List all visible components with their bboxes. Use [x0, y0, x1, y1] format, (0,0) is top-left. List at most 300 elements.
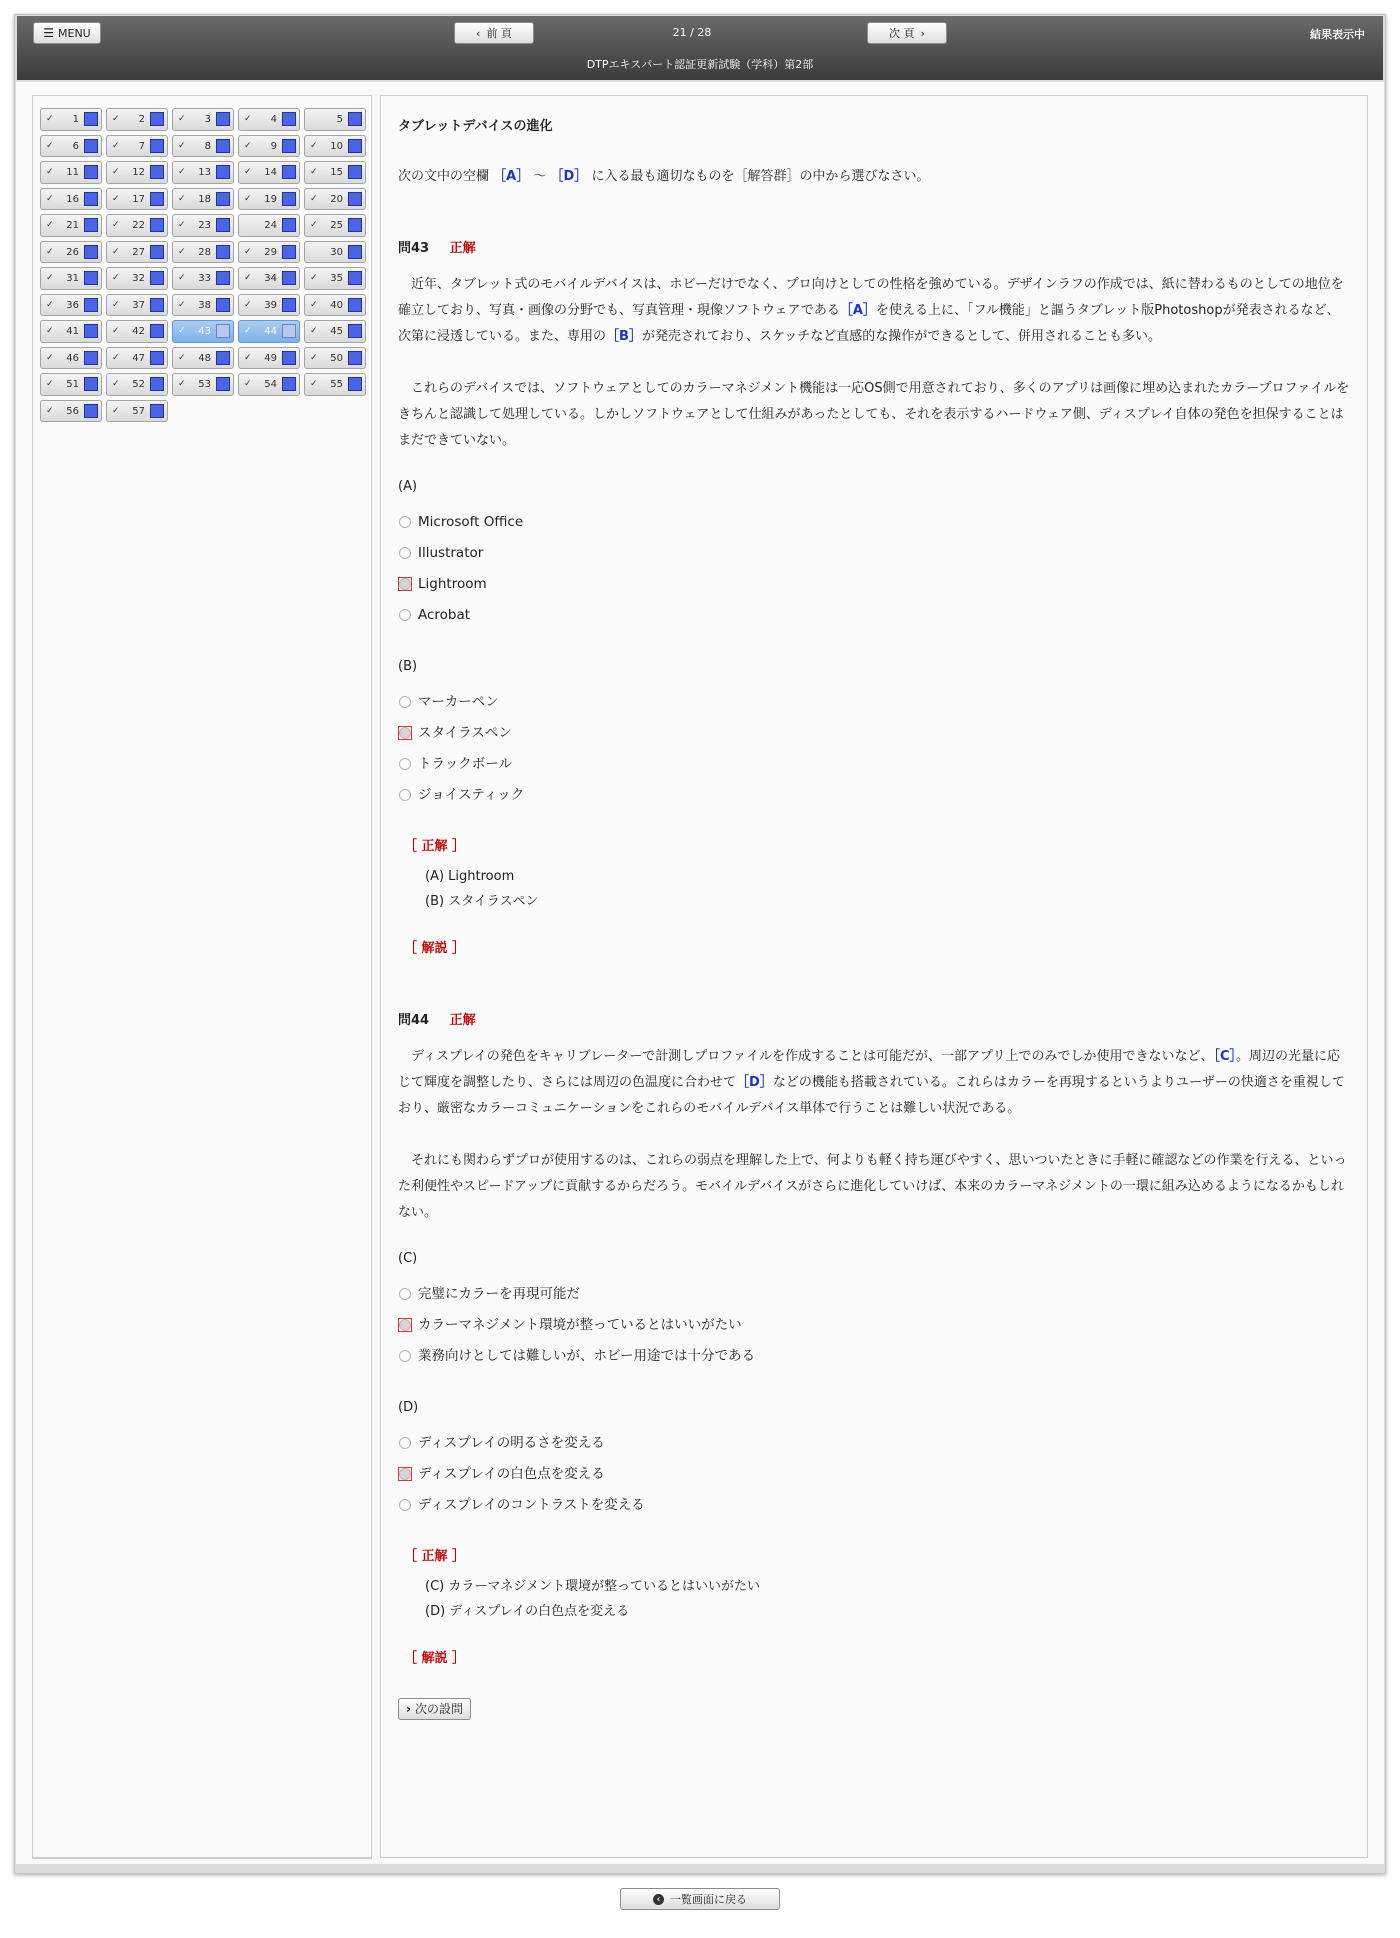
chevron-right-icon: ›: [920, 26, 925, 40]
question-nav-button[interactable]: [106, 188, 168, 211]
q44-p1-t1: ディスプレイの発色をキャリブレーターで計測しプロファイルを作成することは可能だが、一部アプリ上でのみでしか使用できないなど、: [411, 1049, 1214, 1064]
q44-blank-c: ［C］: [1213, 1049, 1237, 1064]
q43-blank-a: ［A］: [839, 303, 876, 318]
answer-option-label: Acrobat: [418, 606, 471, 623]
question-nav-number: 3: [204, 114, 211, 125]
check-icon: ✓: [112, 273, 120, 283]
question-content: [380, 95, 1368, 1857]
instruction-pre: 次の文中の空欄: [398, 169, 490, 184]
radio-button[interactable]: [399, 578, 411, 590]
flag-square-icon: [348, 377, 362, 391]
menu-button[interactable]: [33, 22, 101, 44]
flag-square-icon: [84, 192, 98, 206]
check-icon: ✓: [310, 167, 318, 177]
flag-square-icon: [216, 165, 230, 179]
question-nav-button[interactable]: [238, 135, 300, 158]
check-icon: ✓: [244, 299, 252, 310]
question-nav-number: 54: [264, 379, 277, 390]
radio-button[interactable]: [399, 727, 411, 739]
question-nav-button[interactable]: [172, 241, 234, 264]
question-nav-button[interactable]: [106, 347, 168, 370]
answer-option-label: トラックボール: [418, 755, 512, 772]
question-nav-number: 35: [330, 273, 343, 284]
option-group-a: [398, 506, 1351, 630]
radio-selected-icon[interactable]: [398, 577, 412, 591]
question-nav-button[interactable]: [106, 294, 168, 317]
check-icon: ✓: [244, 193, 252, 204]
question-nav-button[interactable]: [238, 267, 300, 290]
radio-icon[interactable]: [398, 1436, 412, 1450]
answer-option[interactable]: [398, 568, 1351, 599]
question-nav-number: 14: [264, 167, 277, 178]
question-nav-number: 38: [198, 299, 211, 311]
question-nav-button[interactable]: [40, 400, 102, 423]
check-icon: ✓: [178, 140, 186, 151]
radio-button[interactable]: [399, 516, 411, 528]
flag-square-icon: [150, 351, 164, 365]
question-nav-number: 53: [198, 379, 211, 390]
question-nav-button[interactable]: [238, 320, 300, 343]
q44-answer-d: (D) ディスプレイの白色点を変える: [425, 1604, 630, 1619]
question-43-result: 正解: [449, 241, 476, 256]
option-group-a-label: (A): [398, 479, 418, 494]
check-icon: ✓: [46, 167, 54, 177]
check-icon: ✓: [244, 167, 252, 177]
question-nav-number: 5: [336, 114, 343, 125]
check-icon: ✓: [112, 246, 120, 257]
radio-button[interactable]: [399, 758, 411, 770]
check-icon: ✓: [112, 167, 120, 177]
answer-option-label: ディスプレイの白色点を変える: [418, 1465, 605, 1482]
answer-option[interactable]: [398, 599, 1351, 630]
question-nav-button[interactable]: [106, 214, 168, 237]
flag-square-icon: [282, 139, 296, 153]
flag-square-icon: [84, 165, 98, 179]
answer-option-label: ディスプレイの明るさを変える: [418, 1434, 605, 1451]
check-icon: ✓: [46, 379, 54, 389]
check-icon: ✓: [46, 220, 54, 230]
flag-square-icon: [84, 245, 98, 259]
flag-square-icon: [84, 324, 98, 338]
circle-arrow-icon: ‹: [653, 1894, 664, 1905]
question-nav-number: 25: [330, 220, 343, 231]
answer-option-label: カラーマネジメント環境が整っているとはいいがたい: [418, 1316, 742, 1333]
question-nav-number: 7: [138, 140, 145, 152]
next-question-button[interactable]: [398, 1698, 471, 1720]
radio-button[interactable]: [399, 547, 411, 559]
question-nav-button[interactable]: [304, 108, 366, 131]
result-status: 結果表示中: [1310, 28, 1365, 41]
answer-option-label: Microsoft Office: [418, 513, 524, 530]
check-icon: ✓: [310, 379, 318, 389]
question-nav-button[interactable]: [106, 267, 168, 290]
q43-answers: [425, 864, 1351, 914]
prev-page-button[interactable]: [454, 22, 534, 44]
question-nav-button[interactable]: [172, 188, 234, 211]
question-nav-number: 29: [264, 246, 277, 258]
question-nav-button[interactable]: [172, 161, 234, 184]
answer-option[interactable]: [398, 686, 1351, 717]
question-nav-button[interactable]: [40, 214, 102, 237]
check-icon: ✓: [112, 140, 120, 151]
flag-square-icon: [216, 377, 230, 391]
answer-option-label: 完璧にカラーを再現可能だ: [418, 1285, 580, 1302]
radio-icon[interactable]: [398, 695, 412, 709]
q44-answer-heading: ［ 正解 ］: [404, 1549, 466, 1564]
check-icon: ✓: [46, 405, 54, 416]
question-nav-button[interactable]: [40, 108, 102, 131]
radio-button[interactable]: [399, 1319, 411, 1331]
question-nav-button[interactable]: [238, 161, 300, 184]
radio-button[interactable]: [399, 1437, 411, 1449]
option-group-d: [398, 1427, 1351, 1520]
question-nav-number: 30: [330, 246, 343, 258]
q43-p1-t1: 近年、タブレット式のモバイルデバイスは、ホビーだけでなく、プロ向けとしての性格を強めている。デザインラフの作成では、紙に替わるものとしての地位を確立しており、写真・画像の分野でも、写真管理・現像ソフトウェアである: [398, 277, 1344, 318]
check-icon: ✓: [112, 326, 120, 336]
check-icon: ✓: [310, 220, 318, 230]
question-nav-button[interactable]: [172, 108, 234, 131]
menu-label: MENU: [58, 26, 91, 40]
question-nav-button[interactable]: [172, 267, 234, 290]
answer-option-label: Lightroom: [418, 575, 487, 592]
radio-selected-icon[interactable]: [398, 1318, 412, 1332]
question-nav-button[interactable]: [40, 241, 102, 264]
option-group-d-label: (D): [398, 1400, 419, 1415]
question-nav-number: 10: [330, 140, 343, 152]
page-counter: 21 / 28: [672, 26, 712, 39]
q44-p1-t2: 。周辺の光量に応じて輝度を調整したり、さらには周辺の色温度に合わせて: [398, 1049, 1341, 1090]
question-nav-button[interactable]: [238, 188, 300, 211]
check-icon: ✓: [46, 140, 54, 151]
radio-selected-icon[interactable]: [398, 726, 412, 740]
answer-option[interactable]: [398, 1458, 1351, 1489]
question-nav-button[interactable]: [304, 373, 366, 396]
question-nav-button[interactable]: [40, 267, 102, 290]
answer-option[interactable]: [398, 506, 1351, 537]
flag-square-icon: [282, 377, 296, 391]
check-icon: ✓: [112, 114, 120, 124]
prev-page-label: 前 頁: [486, 27, 512, 40]
question-nav-number: 11: [66, 167, 79, 178]
q43-answer-a: (A) Lightroom: [425, 869, 515, 884]
question-nav-number: 44: [264, 326, 277, 337]
radio-icon[interactable]: [398, 757, 412, 771]
check-icon: ✓: [112, 299, 120, 310]
question-nav-number: 55: [330, 379, 343, 390]
question-nav-button[interactable]: [172, 373, 234, 396]
question-43-paragraph-1: [398, 272, 1351, 350]
question-44-result: 正解: [449, 1013, 476, 1028]
q43-p1-t2: を使える上に、「フル機能」と謳うタブレット版Photoshopが発表されるなど、次第に浸透している。また、専用の: [398, 303, 1340, 344]
check-icon: ✓: [46, 246, 54, 257]
radio-selected-icon[interactable]: [398, 1467, 412, 1481]
flag-square-icon: [216, 139, 230, 153]
radio-button[interactable]: [399, 1468, 411, 1480]
question-nav-number: 31: [66, 273, 79, 284]
answer-option[interactable]: [398, 748, 1351, 779]
question-nav-number: 22: [132, 220, 145, 231]
question-nav-button[interactable]: [40, 188, 102, 211]
flag-square-icon: [216, 351, 230, 365]
flag-square-icon: [348, 271, 362, 285]
radio-icon[interactable]: [398, 788, 412, 802]
flag-square-icon: [150, 245, 164, 259]
flag-square-icon: [282, 192, 296, 206]
flag-square-icon: [150, 165, 164, 179]
question-nav-button[interactable]: [304, 214, 366, 237]
question-nav-number: 9: [270, 140, 277, 152]
flag-square-icon: [348, 218, 362, 232]
question-nav-number: 49: [264, 352, 277, 364]
question-44-paragraph-1: [398, 1044, 1351, 1122]
question-nav-button[interactable]: [238, 347, 300, 370]
question-nav-number: 13: [198, 167, 211, 178]
flag-square-icon: [282, 218, 296, 232]
question-nav-number: 56: [66, 405, 79, 417]
question-nav-button[interactable]: [40, 294, 102, 317]
radio-icon[interactable]: [398, 608, 412, 622]
question-nav-number: 50: [330, 352, 343, 364]
radio-button[interactable]: [399, 696, 411, 708]
flag-square-icon: [84, 377, 98, 391]
question-nav-grid: [40, 108, 366, 422]
question-nav-button[interactable]: [238, 241, 300, 264]
check-icon: ✓: [46, 299, 54, 310]
next-page-button[interactable]: [867, 22, 947, 44]
answer-option[interactable]: [398, 1427, 1351, 1458]
next-question-label: 次の設問: [414, 1702, 463, 1716]
check-icon: ✓: [46, 326, 54, 336]
flag-square-icon: [150, 404, 164, 418]
question-nav-button[interactable]: [106, 241, 168, 264]
q44-blank-d: ［D］: [736, 1075, 773, 1090]
check-icon: ✓: [112, 379, 120, 389]
question-nav-button[interactable]: [40, 135, 102, 158]
section-heading: タブレットデバイスの進化: [398, 119, 553, 134]
q43-answer-b: (B) スタイラスペン: [425, 894, 539, 909]
check-icon: ✓: [178, 167, 186, 177]
question-nav-button[interactable]: [304, 294, 366, 317]
question-nav-number: 36: [66, 299, 79, 311]
question-nav-number: 24: [264, 220, 277, 231]
flag-square-icon: [216, 298, 230, 312]
q44-answer-c: (C) カラーマネジメント環境が整っているとはいいがたい: [425, 1579, 760, 1594]
check-icon: ✓: [46, 273, 54, 283]
flag-square-icon: [282, 112, 296, 126]
check-icon: ✓: [244, 140, 252, 151]
question-nav-number: 47: [132, 352, 145, 364]
answer-option-label: ディスプレイのコントラストを変える: [418, 1496, 645, 1513]
flag-square-icon: [150, 271, 164, 285]
check-icon: ✓: [178, 352, 186, 363]
flag-square-icon: [150, 139, 164, 153]
check-icon: ✓: [178, 273, 186, 283]
question-nav-button[interactable]: [40, 373, 102, 396]
q43-answer-heading: ［ 正解 ］: [404, 839, 466, 854]
question-nav-button[interactable]: [304, 161, 366, 184]
blank-a: ［A］: [493, 169, 530, 184]
question-nav-button[interactable]: [106, 161, 168, 184]
radio-button[interactable]: [399, 1499, 411, 1511]
answer-option[interactable]: [398, 1489, 1351, 1520]
radio-icon[interactable]: [398, 1349, 412, 1363]
check-icon: ✓: [244, 273, 252, 283]
radio-icon[interactable]: [398, 1287, 412, 1301]
flag-square-icon: [348, 139, 362, 153]
flag-square-icon: [84, 404, 98, 418]
flag-square-icon: [150, 298, 164, 312]
radio-button[interactable]: [399, 1350, 411, 1362]
check-icon: ✓: [310, 326, 318, 336]
blank-d: ［D］: [550, 169, 588, 184]
question-nav-button[interactable]: [106, 135, 168, 158]
question-nav-button[interactable]: [172, 294, 234, 317]
back-to-list-button[interactable]: [620, 1888, 780, 1910]
flag-square-icon: [348, 298, 362, 312]
answer-option[interactable]: [398, 1340, 1351, 1371]
question-nav-button[interactable]: [40, 347, 102, 370]
q43-blank-b: ［B］: [606, 329, 642, 344]
flag-square-icon: [282, 271, 296, 285]
answer-option-label: ジョイスティック: [418, 786, 525, 803]
q43-p1-t3: が発売されており、スケッチなど直感的な操作ができるとして、併用されることも多い。: [641, 329, 1162, 344]
question-nav-number: 32: [132, 273, 145, 284]
question-nav-button[interactable]: [238, 373, 300, 396]
question-nav-number: 48: [198, 352, 211, 364]
question-nav-button[interactable]: [304, 241, 366, 264]
question-nav-button[interactable]: [238, 214, 300, 237]
question-nav-button[interactable]: [304, 320, 366, 343]
question-nav-button[interactable]: [304, 188, 366, 211]
question-nav-number: 18: [198, 193, 211, 205]
question-nav-button[interactable]: [304, 347, 366, 370]
question-nav-number: 34: [264, 273, 277, 284]
check-icon: ✓: [310, 140, 318, 151]
answer-option-label: 業務向けとしては難しいが、ホビー用途では十分である: [418, 1347, 755, 1364]
question-nav-number: 57: [132, 405, 145, 417]
question-nav-button[interactable]: [304, 267, 366, 290]
question-nav-number: 28: [198, 246, 211, 258]
hamburger-icon: ☰: [43, 26, 55, 40]
question-nav-button[interactable]: [106, 108, 168, 131]
question-nav-button[interactable]: [106, 320, 168, 343]
check-icon: ✓: [244, 246, 252, 257]
question-nav-number: 21: [66, 220, 79, 231]
flag-square-icon: [84, 351, 98, 365]
flag-square-icon: [216, 245, 230, 259]
check-icon: ✓: [178, 379, 186, 389]
question-nav-number: 33: [198, 273, 211, 284]
question-nav-button[interactable]: [172, 347, 234, 370]
radio-icon[interactable]: [398, 515, 412, 529]
flag-square-icon: [348, 324, 362, 338]
question-nav-button[interactable]: [40, 320, 102, 343]
radio-button[interactable]: [399, 609, 411, 621]
back-to-list-label: 一覧画面に戻る: [670, 1893, 747, 1906]
question-nav-number: 4: [270, 114, 277, 125]
check-icon: ✓: [178, 114, 186, 124]
answer-option[interactable]: [398, 537, 1351, 568]
flag-square-icon: [150, 192, 164, 206]
content-divider: [380, 1857, 1368, 1858]
flag-square-icon: [348, 192, 362, 206]
question-nav-button[interactable]: [172, 320, 234, 343]
question-nav-button[interactable]: [238, 108, 300, 131]
flag-square-icon: [348, 351, 362, 365]
question-nav-number: 15: [330, 167, 343, 178]
radio-icon[interactable]: [398, 1498, 412, 1512]
question-nav-button[interactable]: [172, 214, 234, 237]
question-nav-button[interactable]: [106, 400, 168, 423]
flag-square-icon: [150, 112, 164, 126]
question-nav-button[interactable]: [40, 161, 102, 184]
check-icon: ✓: [112, 193, 120, 204]
question-nav-number: 41: [66, 326, 79, 337]
question-nav-number: 8: [204, 140, 211, 152]
question-nav-button[interactable]: [172, 135, 234, 158]
question-nav-number: 20: [330, 193, 343, 205]
chevron-left-icon: ‹: [476, 26, 481, 40]
flag-square-icon: [84, 139, 98, 153]
radio-button[interactable]: [399, 1288, 411, 1300]
instruction-text: [398, 164, 1351, 190]
answer-option[interactable]: [398, 717, 1351, 748]
question-nav-number: 40: [330, 299, 343, 311]
flag-square-icon: [216, 324, 230, 338]
question-44-paragraph-2: それにも関わらずプロが使用するのは、これらの弱点を理解した上で、何よりも軽く持ち運びやすく、思いついたときに手軽に確認などの作業を行える、といった利便性やスピードアップに貢献するからだろう。モバイルデバイスがさらに進化していけば、本来のカラーマネジメントの一環に組み込めるようになるかもしれない。: [398, 1153, 1347, 1220]
radio-button[interactable]: [399, 789, 411, 801]
radio-icon[interactable]: [398, 546, 412, 560]
question-nav-number: 52: [132, 379, 145, 390]
question-nav-number: 51: [66, 379, 79, 390]
answer-option-label: マーカーペン: [418, 693, 499, 710]
flag-square-icon: [348, 112, 362, 126]
exam-title: DTPエキスパート認証更新試験（学科）第2部: [586, 58, 814, 71]
flag-square-icon: [84, 271, 98, 285]
flag-square-icon: [282, 165, 296, 179]
flag-square-icon: [216, 271, 230, 285]
check-icon: ✓: [310, 193, 318, 204]
sidebar-divider: [32, 1857, 372, 1859]
check-icon: ✓: [310, 299, 318, 310]
option-group-b-label: (B): [398, 659, 418, 674]
answer-option[interactable]: [398, 1309, 1351, 1340]
question-nav-number: 39: [264, 299, 277, 311]
check-icon: ✓: [178, 246, 186, 257]
check-icon: ✓: [46, 114, 54, 124]
answer-option[interactable]: [398, 1278, 1351, 1309]
check-icon: ✓: [244, 114, 252, 124]
question-nav-button[interactable]: [106, 373, 168, 396]
question-nav-number: 27: [132, 246, 145, 258]
flag-square-icon: [84, 218, 98, 232]
question-nav-button[interactable]: [304, 135, 366, 158]
flag-square-icon: [84, 298, 98, 312]
question-nav-number: 16: [66, 193, 79, 205]
question-nav-number: 6: [72, 140, 79, 152]
q44-explain-heading: ［ 解説 ］: [404, 1651, 466, 1666]
answer-option[interactable]: [398, 779, 1351, 810]
check-icon: ✓: [112, 220, 120, 230]
question-nav-number: 43: [198, 326, 211, 337]
chevron-right-icon: ›: [406, 1702, 411, 1716]
check-icon: ✓: [244, 326, 252, 336]
check-icon: ✓: [46, 352, 54, 363]
check-icon: ✓: [178, 299, 186, 310]
question-nav-button[interactable]: [238, 294, 300, 317]
flag-square-icon: [150, 324, 164, 338]
question-nav-number: 1: [72, 114, 79, 125]
